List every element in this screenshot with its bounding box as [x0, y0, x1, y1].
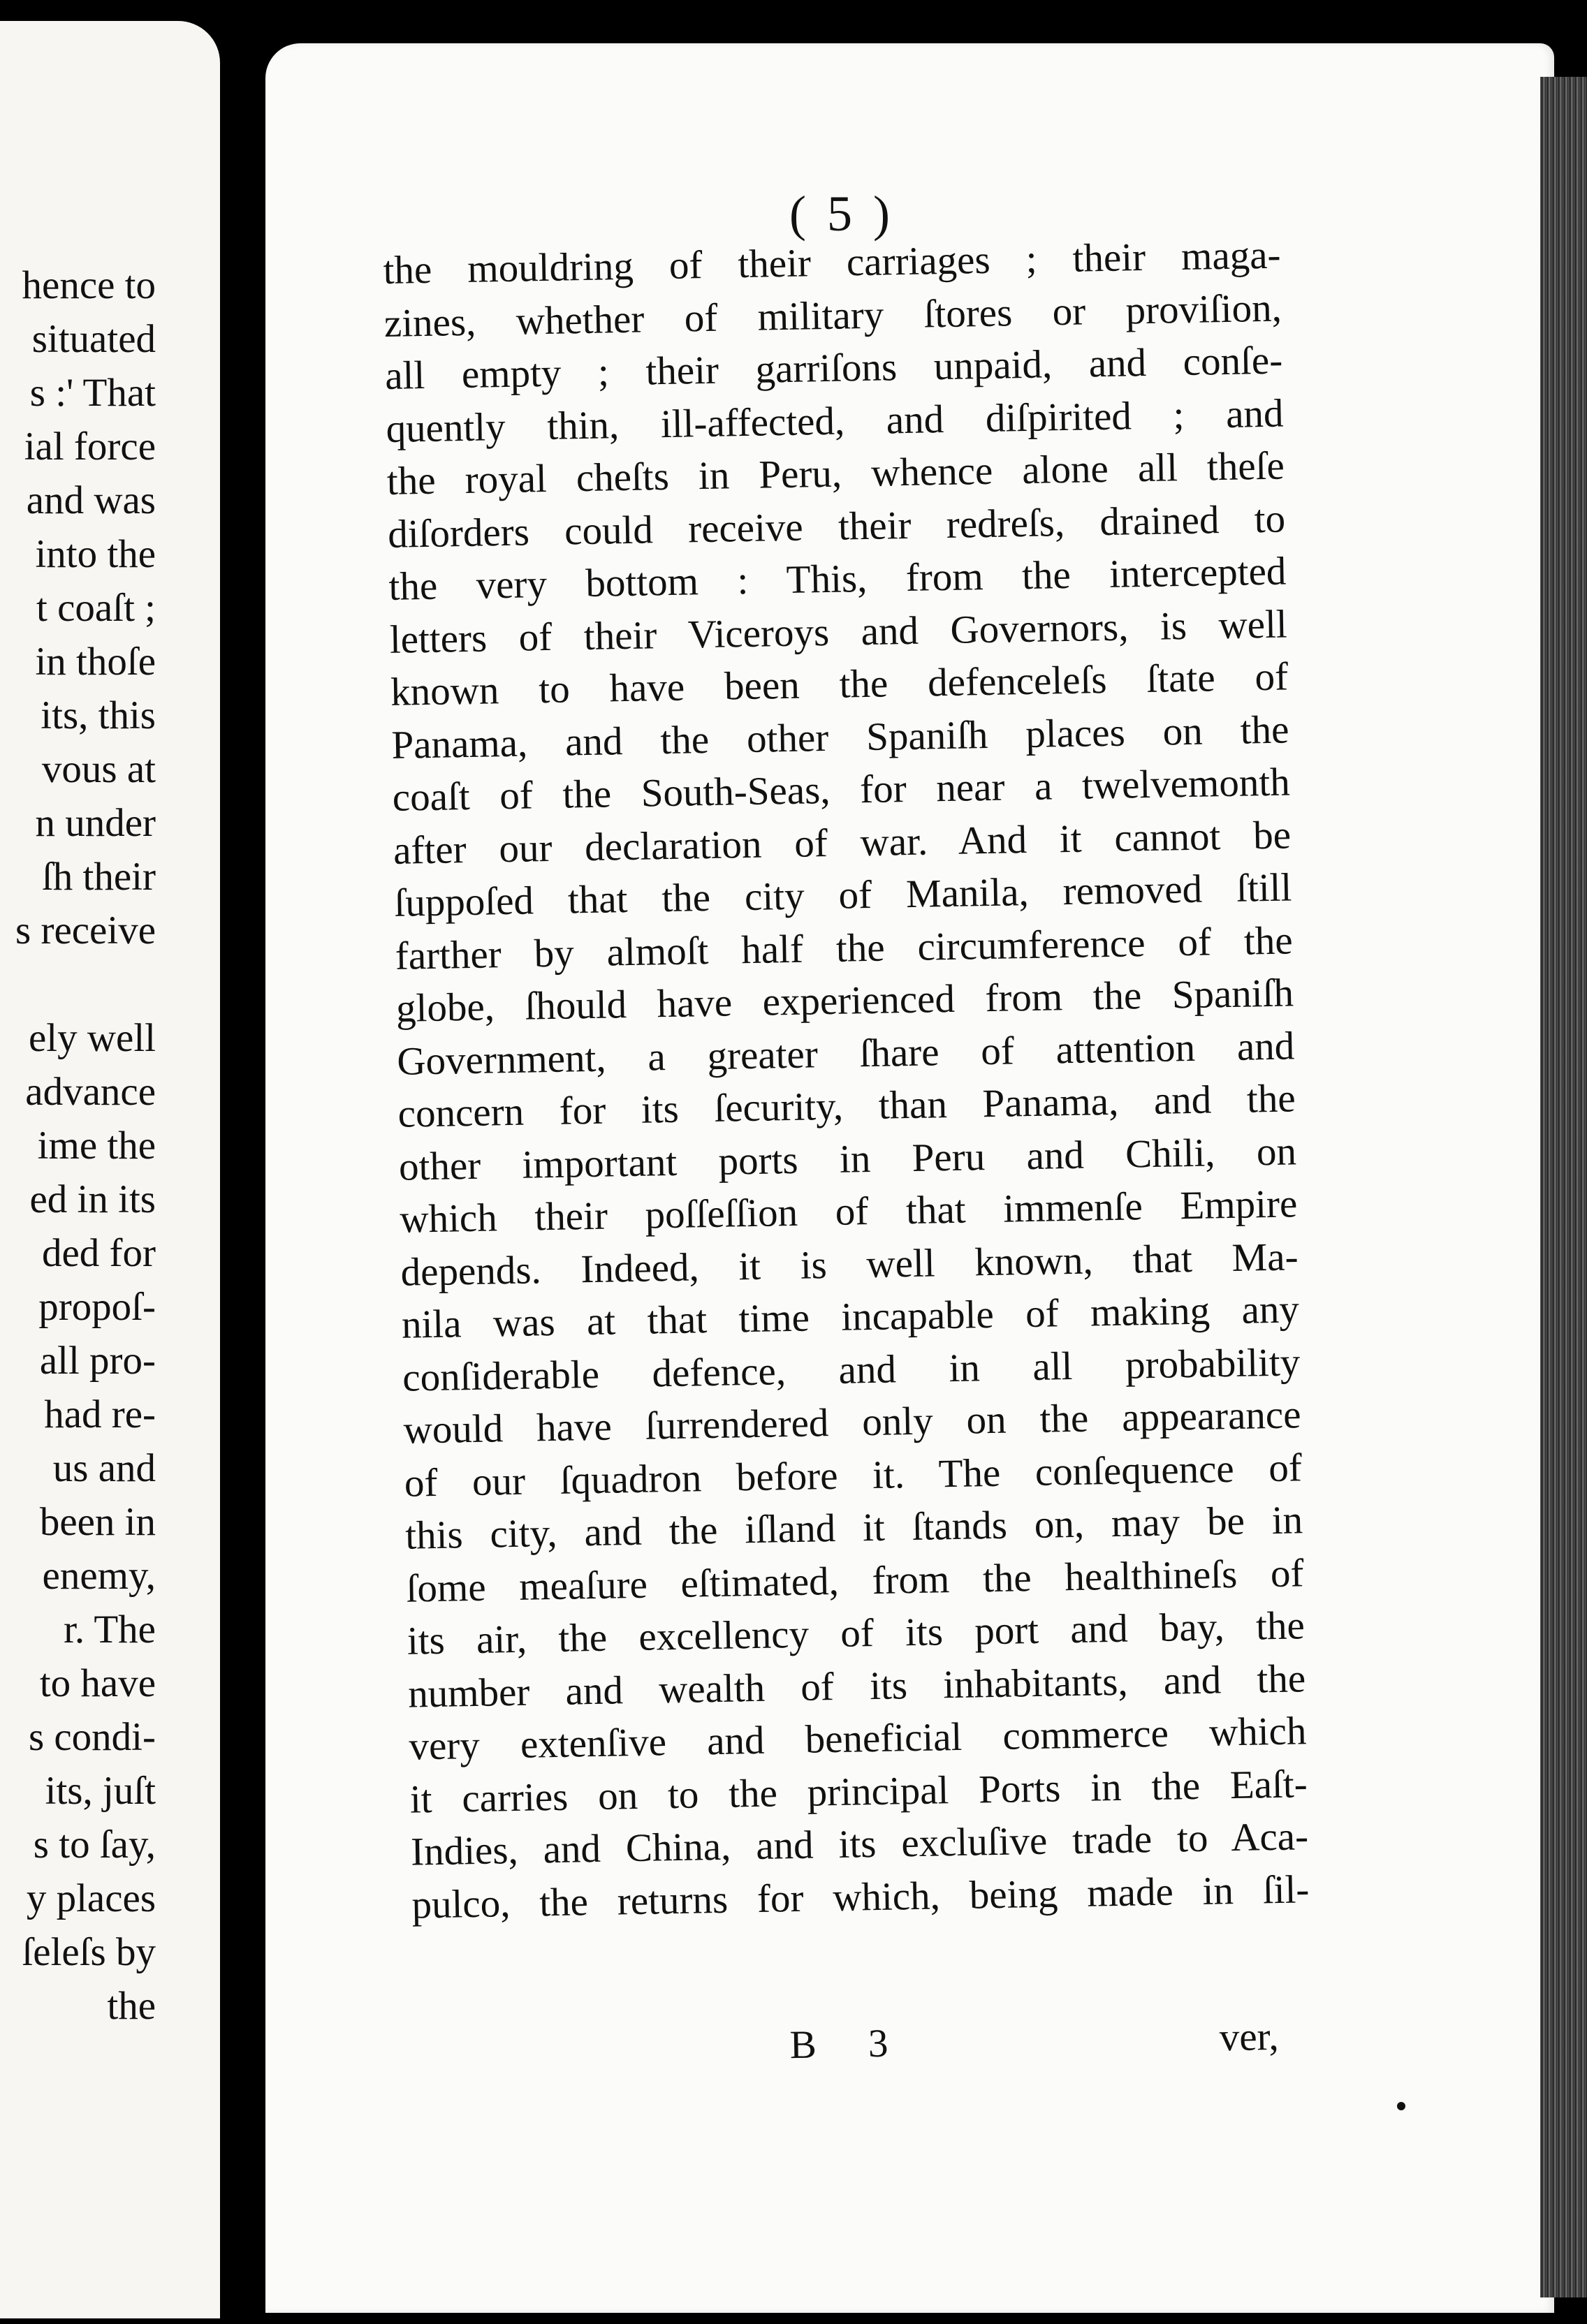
text-line: zines, whether of military ſtores or proviſion, [383, 286, 1282, 346]
body-text [383, 229, 1310, 1932]
left-line: to have [39, 1661, 156, 1705]
text-line: Panama, and the other Spaniſh places on the [390, 707, 1289, 767]
left-line: ed in its [29, 1177, 156, 1221]
left-line: ded for [41, 1231, 156, 1275]
text-line: letters of their Viceroys and Governors, is well [389, 601, 1288, 662]
text-line: this city, and the iſland it ſtands on, may be in [404, 1498, 1303, 1558]
text-line: its air, the excellency of its port and bay, the [407, 1603, 1306, 1663]
left-line: s receive [15, 909, 156, 953]
left-line: ſh their [41, 855, 156, 899]
page-number: ( 5 ) [789, 186, 894, 242]
left-line: ſeleſs by [22, 1930, 156, 1974]
left-line: situated [31, 317, 156, 361]
left-line: the [107, 1984, 156, 2028]
text-line: other important ports in Peru and Chili, on [398, 1128, 1297, 1189]
left-line: had re- [44, 1392, 156, 1436]
text-line: ſome meaſure eſtimated, from the healthineſs of [406, 1550, 1304, 1611]
left-line: s :' That [29, 371, 156, 415]
text-line: it carries on to the principal Ports in the Eaſt- [409, 1761, 1308, 1822]
text-line: concern for its ſecurity, than Panama, and the [397, 1076, 1296, 1136]
left-line: in thoſe [35, 640, 156, 684]
left-line: ely well [28, 1016, 156, 1060]
text-line: all empty ; their garriſons unpaid, and conſe- [384, 338, 1283, 398]
text-line: known to have been the defenceleſs ſtate of [390, 654, 1289, 714]
left-line: into the [35, 532, 156, 576]
text-line: after our declaration of war. And it cannot be [393, 812, 1292, 873]
text-line: diſorders could receive their redreſs, drained to [387, 497, 1286, 557]
text-line: pulco, the returns for which, being made in ſil- [411, 1867, 1310, 1927]
text-line: nila was at that time incapable of making any [401, 1287, 1300, 1347]
left-line: y places [26, 1876, 156, 1920]
book-gutter [220, 0, 269, 2324]
left-line: us and [52, 1446, 156, 1490]
text-line: quently thin, ill-affected, and diſpirited ; and [386, 391, 1284, 451]
ink-spot [1397, 2102, 1405, 2110]
text-line: which their poſſeſſion of that immenſe Empire [399, 1182, 1298, 1242]
left-line: s to ſay, [33, 1823, 156, 1867]
left-line: all pro- [39, 1339, 156, 1383]
text-line: the royal cheſts in Peru, whence alone all theſe [386, 443, 1285, 503]
page-edges [1540, 77, 1587, 2297]
left-line: and was [26, 478, 156, 522]
text-line: conſiderable defence, and in all probability [402, 1339, 1301, 1400]
signature-mark: B 3 [789, 2021, 909, 2068]
left-line: r. The [64, 1608, 156, 1652]
left-line: hence to [22, 263, 156, 307]
left-line: advance [25, 1070, 156, 1114]
left-line: ime the [37, 1124, 156, 1168]
text-line: the very bottom : This, from the intercepted [388, 549, 1287, 609]
left-line [0, 957, 156, 1011]
text-line: Government, a greater ſhare of attention and [396, 1023, 1295, 1084]
left-line: its, this [41, 693, 156, 737]
left-line: s condi- [28, 1715, 156, 1759]
text-line: globe, ſhould have experienced from the Spaniſh [395, 971, 1294, 1031]
text-line: farther by almoſt half the circumference of the [395, 918, 1294, 978]
text-line: would have ſurrendered only on the appearance [403, 1392, 1301, 1452]
catchword: ver, [1219, 2014, 1280, 2060]
text-line: depends. Indeed, it is well known, that Ma- [400, 1234, 1299, 1295]
text-line: the mouldring of their carriages ; their maga- [383, 233, 1282, 293]
text-line: of our ſquadron before it. The conſequence of [404, 1445, 1303, 1506]
left-line: t coaſt ; [36, 586, 156, 630]
left-line: vous at [41, 747, 156, 791]
left-line: been in [39, 1500, 156, 1544]
text-line: number and wealth of its inhabitants, and the [407, 1656, 1306, 1716]
left-line: n under [35, 801, 156, 845]
text-line: ſuppoſed that the city of Manila, removed ſtill [393, 865, 1292, 925]
left-page [0, 21, 220, 2318]
left-line: ial force [24, 425, 156, 469]
left-line: its, juſt [45, 1769, 156, 1813]
text-line: very extenſive and beneficial commerce which [408, 1709, 1307, 1769]
text-line: coaſt of the South-Seas, for near a twelvemonth [392, 760, 1291, 820]
left-line: propoſ- [38, 1285, 156, 1329]
left-page-text [0, 258, 156, 2033]
text-line: Indies, and China, and its excluſive trade to Aca- [410, 1814, 1309, 1874]
left-line: enemy, [42, 1554, 156, 1598]
